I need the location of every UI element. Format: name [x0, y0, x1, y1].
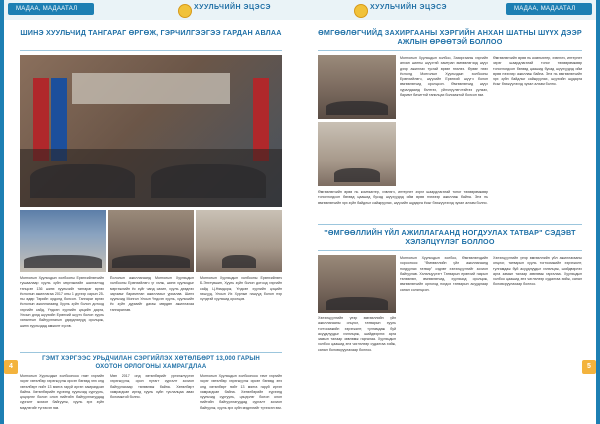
headline-swearing-in: ШИНЭ ХУУЛЬЧИД ТАНГАРАГ ӨРГӨЖ, ГЭРЧИЛГЭЭГЭЭ ГАРДАН АВЛАА	[20, 28, 282, 37]
masthead: ХУУЛЬЧИЙН ЭЦЭСЭ	[194, 4, 272, 11]
divider	[318, 250, 582, 251]
article2-body-col3: Монголын Хуульчдын холбооноос гэмт хэргийн эсрэг хөтөлбөр хэрэгжүүлж ирсэн бөгөөд энэ онд хөтөлбөрт нийт 13 мянга гаруй иргэн хамрагдсан байна. Хөтөлбөрийн хүрээнд хуульчид сургууль, цэцэрлэг болон олон нийтийн байгууллагуудад сургалт зохион байгуулж, хууль эрх зүйн мэдлэгийг түгээсэн юм.	[200, 374, 282, 410]
article2-body-col1: Монголын Хуульчдын холбоо, Өмгөөлөгчдийн хорооноос "Өмгөөллийн үйл ажиллагаанд ногдуулах татвар" сэдэвт хэлэлцүүлгийг зохион байгуулав. Хэлэлцүүлэгт Татварын ерөнхий газрын төлөөлөл, өмгөөлөгчид, хуульчид оролцож, өмгөөлөгчийн орлогод ногдох татварын асуудлаар санал солилцсон.	[400, 256, 488, 292]
article-body-col2: Ёслолын ажиллагаанд Монголын Хуульчдын холбооны Ерөнхийлөгч үг хэлж, шинэ хуульчдыг мэргэжлийн ёс зүйг чанд сахин, хууль дээдлэх зарчмыг баримтлан ажиллахыг уриалав. Шинэ хуульчид Монгол Улсын Үндсэн хууль, хуульчийн ёс зүйн дүрмийг дагаж мөрдөн ажиллахаа тангараглав.	[110, 276, 194, 312]
emblem-icon	[178, 4, 192, 18]
page-edge	[596, 0, 600, 424]
ceremony-photo	[20, 55, 282, 207]
article-body-col1: Монголын Хуульчдын холбоо, Захиргааны хэргийн анхан шатны шүүхтэй хамтран өмгөөлөгчид шүүх дээр ажиллах тусгай өрөөг нээлээ. Өрөөг нээх ёслолд Монголын Хуульчдын холбооны Ерөнхийлөгч, шүүхийн Ерөнхий шүүгч болон өмгөөлөгчид оролцсон. Өмгөөлөгчид шүүх хуралдаанд бэлтгэх, үйлчлүүлэгчтэйгээ уулзах, баримт бичигтэй танилцах боломжтой болсон юм.	[400, 56, 488, 98]
right-page	[300, 0, 600, 424]
section-tab: МАДАА, МАДААТАЛ	[8, 3, 94, 15]
photo-group	[20, 210, 106, 272]
divider	[20, 50, 282, 51]
photo-room-interior	[318, 122, 396, 186]
photo-ribbon-cutting	[318, 55, 396, 119]
article-body-col3: Өмгөөлөгчийн өрөө нь компьютер, хэвлэгч, интернэт зэрэг шаардлагатай тоног төхөөрөмжөөр тоноглогдсон бөгөөд цаашид бусад шүүхүүдэд ийм өрөө нээхээр ажиллаж байна. Энэ нь өмгөөлөгчийн эрх зүйн байдлыг сайжруулах, шүүхийн шударга ёсыг бэхжүүлэхэд чухал алхам болно.	[318, 190, 488, 205]
masthead: ХУУЛЬЧИЙН ЭЦЭСЭ	[370, 4, 448, 11]
page-number: 5	[582, 360, 596, 374]
section-tab: МАДАА, МАДААТАЛ	[506, 3, 592, 15]
page-number: 4	[4, 360, 18, 374]
emblem-icon	[354, 4, 368, 18]
headline-advocate-room: ӨМГӨӨЛӨГЧИЙД ЗАХИРГААНЫ ХЭРГИЙН АНХАН ШАТНЫ ШҮҮХ ДЭЭР АЖЛЫН ӨРӨӨТЭЙ БОЛЛОО	[318, 28, 582, 46]
article-body-col1: Монголын Хуульчдын холбооны Ерөнхийлөгчийн тушаалаар хууль зүйн мэргэжлийн шалгалтад тэнцсэн 136 шинэ хуульчийг тангараг өргөх ёслолын ажиллагаа 2017 оны 1 дүгээр сарын 25-ны өдөр Төрийн ордонд болсон. Тангараг өргөх ёслолын ажиллагаанд Хууль зүйн болон дотоод хэргийн сайд, Үндсэн хуулийн цэцийн дарга, Улсын дээд шүүхийн Ерөнхий шүүгч болон хууль хяналтын байгууллагын удирдлагууд оролцож, шинэ хуульчдад амжилт хүсэв.	[20, 276, 104, 328]
article2-body-col1: Монголын Хуульчдын холбооноос гэмт хэргийн эсрэг хөтөлбөр хэрэгжүүлж ирсэн бөгөөд энэ онд хөтөлбөрт нийт 13 мянга гаруй иргэн хамрагдсан байна. Хөтөлбөрийн хүрээнд хуульчид сургууль, цэцэрлэг болон олон нийтийн байгууллагуудад сургалт зохион байгуулж, хууль эрх зүйн мэдлэгийг түгээсэн юм.	[20, 374, 104, 410]
headline-tax-discussion: "ӨМГӨӨЛЛИЙН ҮЙЛ АЖИЛЛАГААНД НОГДУУЛАХ ТАТВАР" СЭДЭВТ ХЭЛЭЛЦҮҮЛЭГ БОЛЛОО	[324, 228, 576, 246]
divider	[20, 352, 282, 353]
photo-audience	[108, 210, 194, 272]
article2-body-col2: Хэлэлцүүлгийн үеэр өмгөөллийн үйл ажиллагааны онцлог, татварын хууль тогтоомжийн хэрэгжилт, тулгамдаж буй асуудлуудыг хэлэлцэж, шийдвэрлэх арга замын талаар зөвлөмж гаргалаа. Хуульчдын холбоо цаашид энэ чиглэлээр судалгаа хийж, санал боловсруулахаар боллоо.	[493, 256, 582, 287]
article-body-col2: Өмгөөлөгчийн өрөө нь компьютер, хэвлэгч, интернэт зэрэг шаардлагатай тоног төхөөрөмжөөр тоноглогдсон бөгөөд цаашид бусад шүүхүүдэд ийм өрөө нээхээр ажиллаж байна. Энэ нь өмгөөлөгчийн эрх зүйн байдлыг сайжруулах, шүүхийн шударга ёсыг бэхжүүлэхэд чухал алхам болно.	[493, 56, 582, 87]
photo-speaker	[196, 210, 282, 272]
headline-crime-prevention: ГЭМТ ХЭРГЭЭС УРЬДЧИЛАН СЭРГИЙЛЭХ ХӨТӨЛБӨРТ 13,000 ГАРЫН ОХОТОН ОРЛОГОНЫ ХАМРАГДЛАА	[42, 356, 260, 370]
photo-caption: Монголын Хуульчдын холбооны Ерөнхийлөгч Б.Энхтүвшин, Хууль зүйн болон дотоод хэргийн сайд Ц.Нямдорж, Үндсэн хуулийн цэцийн гишүүд, Улсын Их Хурлын гишүүд болон нэр хүндтэй хуульчид оролцов.	[200, 276, 282, 302]
article2-body-col2: Мөн 2017 онд хөтөлбөрийг үргэлжлүүлэн хэрэгжүүлж, орон нутагт сургалт зохион байгуулахаар төлөвлөж байна. Хөтөлбөрт хамрагдсан иргэд хууль зүйн туслалцаа авах боломжтой болно.	[110, 374, 194, 400]
photo-discussion	[318, 255, 396, 313]
article2-body-col0: Хэлэлцүүлгийн үеэр өмгөөллийн үйл ажиллагааны онцлог, татварын хууль тогтоомжийн хэрэгжилт, тулгамдаж буй асуудлуудыг хэлэлцэж, шийдвэрлэх арга замын талаар зөвлөмж гаргалаа. Хуульчдын холбоо цаашид энэ чиглэлээр судалгаа хийж, санал боловсруулахаар боллоо.	[318, 316, 396, 352]
divider	[318, 224, 582, 225]
divider	[318, 50, 582, 51]
